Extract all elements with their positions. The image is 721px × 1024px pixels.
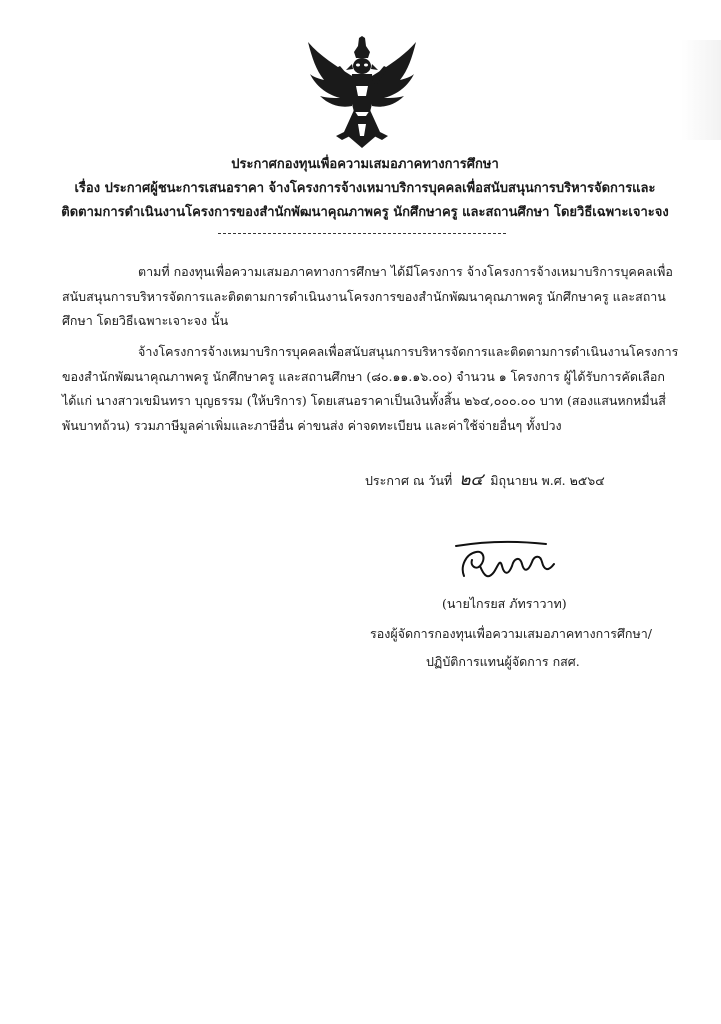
- handwritten-day: ๒๔: [459, 470, 484, 490]
- announcement-subject-line2: ติดตามการดำเนินงานโครงการของสำนักพัฒนาคุณภาพครู นักศึกษาครู และสถานศึกษา โดยวิธีเฉพาะเจาะจง: [61, 205, 669, 220]
- paragraph-line: สนับสนุนการบริหารจัดการและติดตามการดำเนินงานโครงการของสำนักพัฒนาคุณภาพครู นักศึกษาครู และสถาน: [62, 288, 666, 304]
- paragraph-line: ของสำนักพัฒนาคุณภาพครู นักศึกษาครู และสถานศึกษา (๘๐.๑๑.๑๖.๐๐) จำนวน ๑ โครงการ ผู้ได้รับการคัดเลือก: [62, 368, 665, 384]
- signer-position: รองผู้จัดการกองทุนเพื่อความเสมอภาคทางการศึกษา/: [370, 626, 652, 641]
- paragraph-winner: [62, 340, 679, 438]
- paragraph-line: ศึกษา โดยวิธีเฉพาะเจาะจง นั้น: [62, 313, 229, 328]
- paragraph-line: พันบาทถ้วน) รวมภาษีมูลค่าเพิ่มและภาษีอื่น ค่าขนส่ง ค่าจดทะเบียน และค่าใช้จ่ายอื่นๆ ทั้งปวง: [62, 417, 562, 433]
- signer-acting-position: ปฏิบัติการแทนผู้จัดการ กสศ.: [426, 654, 580, 669]
- date-prefix: ประกาศ ณ วันที่: [365, 473, 453, 488]
- paragraph-line: ตามที่ กองทุนเพื่อความเสมอภาคทางการศึกษา ได้มีโครงการ จ้างโครงการจ้างเหมาบริการบุคคลเพื่อ: [138, 264, 673, 279]
- handwritten-signature: [450, 536, 570, 590]
- announcement-date: [365, 470, 605, 491]
- signer-name: (นายไกรยส ภัทราวาท): [442, 596, 567, 611]
- scan-shadow: [681, 40, 721, 140]
- garuda-emblem: [306, 36, 418, 150]
- announcement-subject-line1: เรื่อง ประกาศผู้ชนะการเสนอราคา จ้างโครงการจ้างเหมาบริการบุคคลเพื่อสนับสนุนการบริหารจัดการและ: [74, 181, 656, 196]
- paragraph-line: ได้แก่ นางสาวเขมินทรา บุญธรรม (ให้บริการ) โดยเสนอราคาเป็นเงินทั้งสิ้น ๒๖๔,๐๐๐.๐๐ บาท (สองแสนหกหมื่นสี่: [62, 393, 666, 408]
- paragraph-intro: [62, 260, 673, 334]
- paragraph-line: จ้างโครงการจ้างเหมาบริการบุคคลเพื่อสนับสนุนการบริหารจัดการและติดตามการดำเนินงานโครงการ: [138, 344, 679, 359]
- date-month-year: มิถุนายน พ.ศ. ๒๕๖๔: [490, 473, 605, 488]
- announcement-title: ประกาศกองทุนเพื่อความเสมอภาคทางการศึกษา: [231, 157, 499, 172]
- divider-line: [218, 233, 506, 234]
